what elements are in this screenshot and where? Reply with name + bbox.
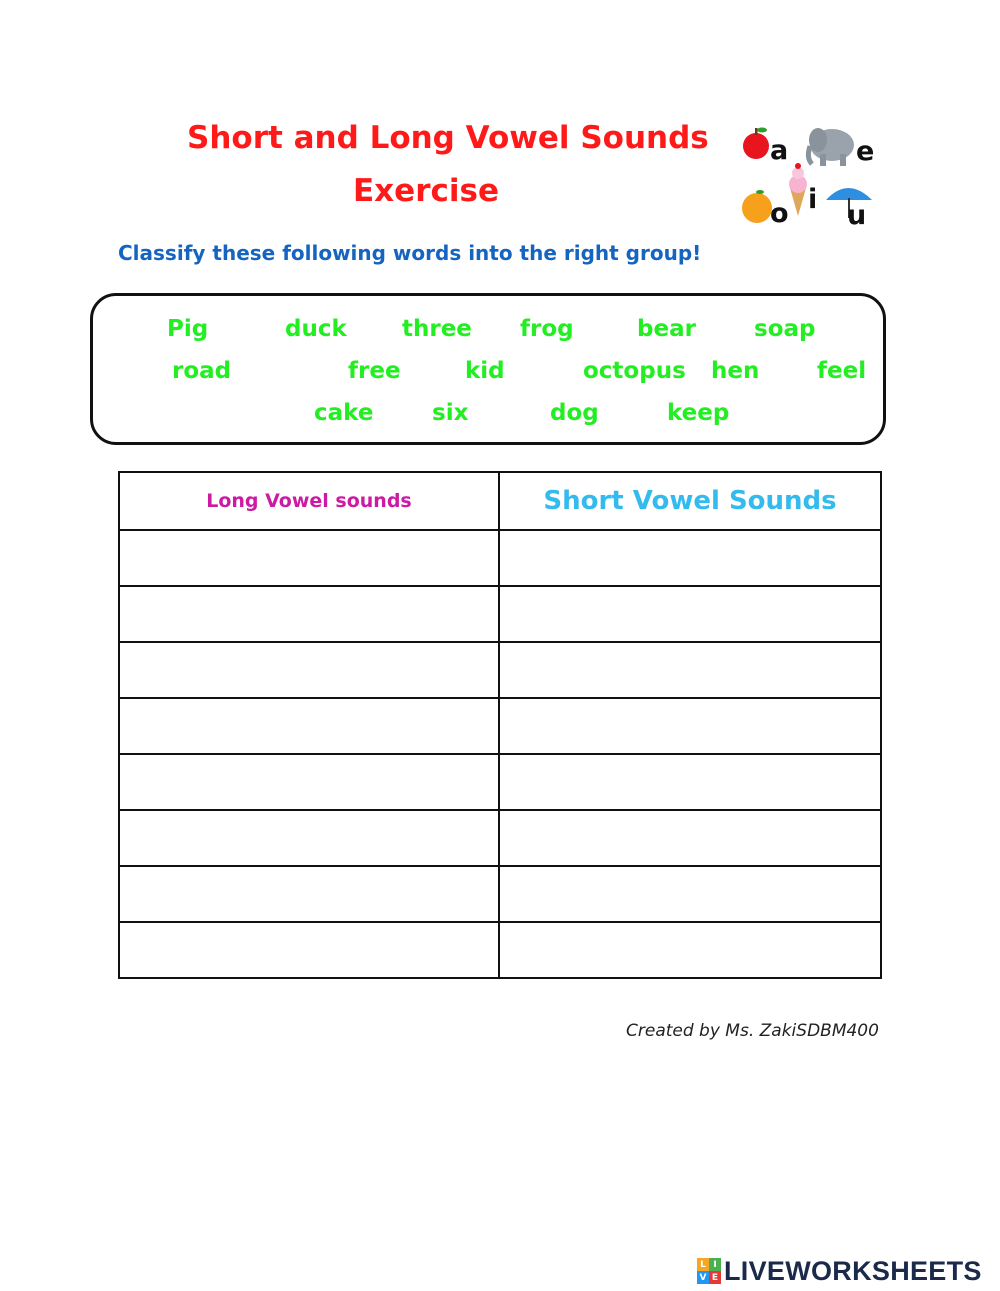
short-vowel-answer-cell[interactable] — [499, 642, 881, 698]
word-item: soap — [754, 316, 816, 342]
liveworksheets-logo[interactable] — [697, 1254, 982, 1288]
long-vowel-answer-cell[interactable] — [119, 866, 499, 922]
vowel-table — [118, 471, 882, 979]
table-row — [119, 586, 881, 642]
long-vowel-answer-cell[interactable] — [119, 922, 499, 978]
long-vowel-answer-cell[interactable] — [119, 586, 499, 642]
brand-icon-letter: L — [697, 1258, 709, 1271]
svg-text:o: o — [770, 198, 789, 229]
table-row — [119, 922, 881, 978]
word-item: road — [172, 358, 232, 384]
word-item: duck — [285, 316, 347, 342]
brand-icon-letter: I — [709, 1258, 721, 1271]
word-item: feel — [817, 358, 867, 384]
word-item: three — [402, 316, 472, 342]
short-vowel-answer-cell[interactable] — [499, 530, 881, 586]
short-vowel-answer-cell[interactable] — [499, 698, 881, 754]
table-row — [119, 810, 881, 866]
word-item: bear — [637, 316, 696, 342]
word-item: octopus — [583, 358, 686, 384]
word-item: free — [348, 358, 401, 384]
author-credit: Created by Ms. ZakiSDBM400 — [626, 1021, 879, 1041]
word-item: cake — [314, 400, 374, 426]
svg-text:u: u — [847, 200, 867, 230]
short-vowel-answer-cell[interactable] — [499, 754, 881, 810]
brand-icon-letter: E — [709, 1271, 721, 1284]
liveworksheets-icon — [697, 1258, 721, 1284]
table-row — [119, 698, 881, 754]
short-vowel-answer-cell[interactable] — [499, 866, 881, 922]
svg-text:a: a — [770, 135, 789, 166]
short-vowel-answer-cell[interactable] — [499, 922, 881, 978]
word-bank — [90, 293, 886, 445]
table-row — [119, 866, 881, 922]
word-item: kid — [465, 358, 505, 384]
svg-text:i: i — [808, 184, 818, 215]
word-item: Pig — [167, 316, 209, 342]
long-vowel-header: Long Vowel sounds — [119, 472, 499, 530]
long-vowel-answer-cell[interactable] — [119, 530, 499, 586]
brand-name: LIVEWORKSHEETS — [724, 1255, 982, 1286]
long-vowel-answer-cell[interactable] — [119, 754, 499, 810]
long-vowel-answer-cell[interactable] — [119, 698, 499, 754]
instruction-text: Classify these following words into the right group! — [118, 241, 702, 265]
word-item: hen — [711, 358, 760, 384]
page-subtitle: Exercise — [353, 173, 499, 209]
word-item: keep — [667, 400, 730, 426]
table-row — [119, 754, 881, 810]
page-title: Short and Long Vowel Sounds — [187, 120, 709, 156]
table-row — [119, 530, 881, 586]
short-vowel-answer-cell[interactable] — [499, 810, 881, 866]
word-item: six — [432, 400, 469, 426]
brand-icon-letter: V — [697, 1271, 709, 1284]
short-vowel-header: Short Vowel Sounds — [499, 472, 881, 530]
word-item: frog — [520, 316, 574, 342]
vowel-pictures-icon — [740, 118, 880, 230]
short-vowel-answer-cell[interactable] — [499, 586, 881, 642]
table-row — [119, 642, 881, 698]
svg-text:e: e — [856, 136, 875, 167]
long-vowel-answer-cell[interactable] — [119, 810, 499, 866]
long-vowel-answer-cell[interactable] — [119, 642, 499, 698]
word-item: dog — [550, 400, 599, 426]
